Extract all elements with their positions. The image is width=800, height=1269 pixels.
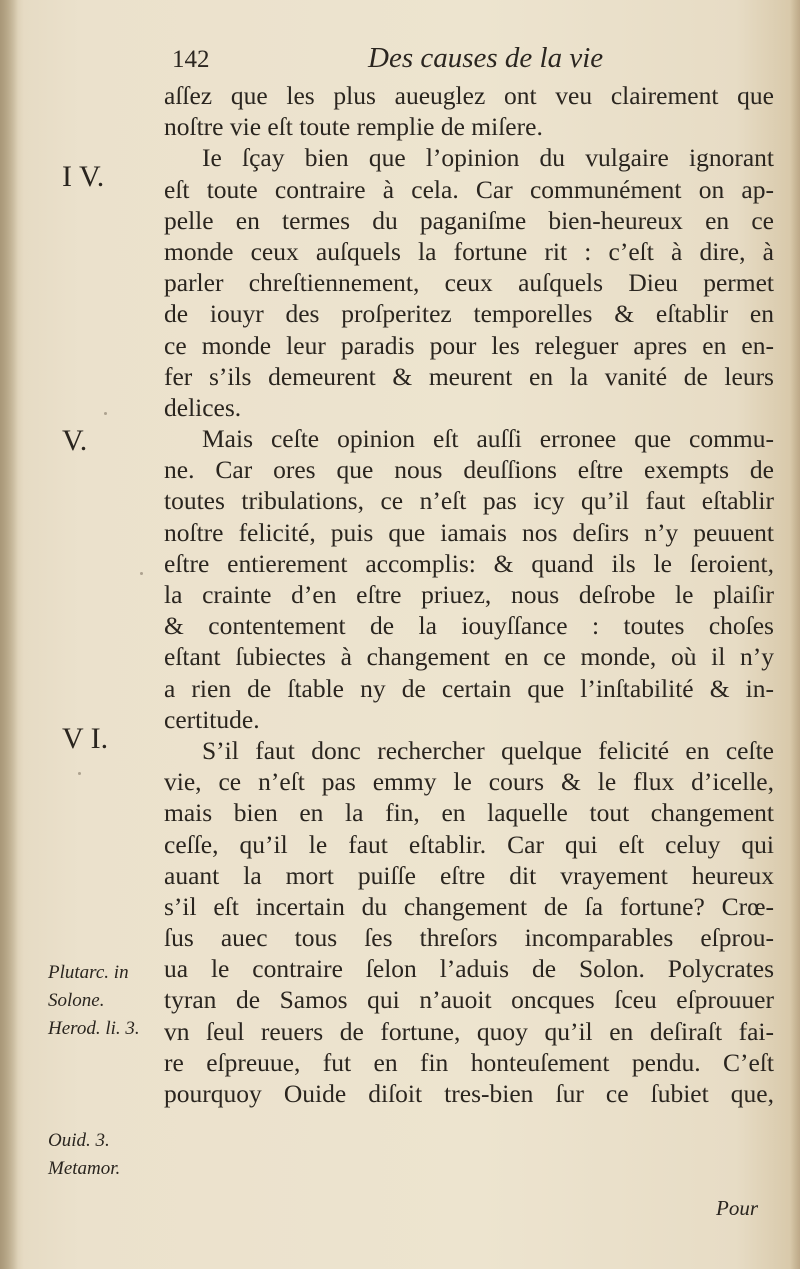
text-line: fer s’ils demeurent & meurent en la vanité de leurs (164, 361, 774, 391)
text-line: Ie ſçay bien que l’opinion du vulgaire ignorant (202, 143, 774, 173)
text-line: S’il faut donc rechercher quelque felicité en ceſte (202, 735, 774, 765)
text-line: Mais ceſte opinion eſt auſſi erronee que commu- (202, 424, 774, 454)
section-marker-v: V. (62, 424, 88, 457)
gutter-shadow (0, 0, 18, 1269)
text-line: noſtre vie eſt toute remplie de miſere. (164, 112, 543, 142)
margin-note-ovid-2: Metamor. (48, 1158, 121, 1179)
text-line: s’il eſt incertain du changement de ſa fortune? Crœ- (164, 891, 774, 921)
text-line: de iouyr des proſperitez temporelles & eſtablir en (164, 299, 774, 329)
text-line: eſtant ſubiectes à changement en ce monde, où il n’y (164, 642, 774, 672)
text-line: noſtre felicité, puis que iamais nos deſirs n’y peuuent (164, 517, 774, 547)
text-line: aſſez que les plus aueuglez ont veu clairement que (164, 81, 774, 110)
text-line: monde ceux auſquels la fortune rit : c’eſt à dire, à (164, 236, 774, 266)
text-line: a rien de ſtable ny de certain que l’inſtabilité & in- (164, 673, 774, 703)
ink-speck (140, 572, 143, 575)
text-line: pourquoy Ouide diſoit tres-bien ſur ce ſubiet que, (164, 1079, 774, 1108)
catchword: Pour (716, 1196, 758, 1220)
text-line: mais bien en la fin, en laquelle tout changement (164, 798, 774, 828)
body-text (164, 80, 774, 1109)
text-line: eſtre entierement accomplis: & quand ils le ſeroient, (164, 548, 774, 578)
text-line: eſt toute contraire à cela. Car communément on ap- (164, 174, 774, 204)
margin-note-ovid-1: Ouid. 3. (48, 1130, 110, 1151)
page-header (168, 42, 628, 82)
text-line: delices. (164, 392, 242, 422)
running-title: Des causes de la vie (368, 42, 604, 74)
margin-note-plutarch-1: Plutarc. in (48, 962, 129, 983)
text-line: ua le contraire ſelon l’aduis de Solon. Polycrates (164, 954, 774, 984)
margin-note-plutarch-2: Solone. (48, 990, 105, 1011)
text-line: & contentement de la iouyſſance : toutes choſes (164, 611, 774, 641)
text-line: certitude. (164, 704, 260, 734)
page-edge-shadow (790, 0, 800, 1269)
ink-speck (104, 412, 107, 415)
text-line: re eſpreuue, fut en fin honteuſement pendu. C’eſt (164, 1047, 774, 1077)
text-line: parler chreſtiennement, ceux auſquels Dieu permet (164, 268, 774, 298)
text-line: pelle en termes du paganiſme bien-heureux en ce (164, 205, 774, 235)
text-line: la crainte d’en eſtre priuez, nous deſrobe le plaiſir (164, 580, 774, 609)
text-line: toutes tribulations, ce n’eſt pas icy qu’il faut eſtablir (164, 486, 774, 516)
text-line: ne. Car ores que nous deuſſions eſtre exempts de (164, 455, 774, 485)
page-number: 142 (172, 46, 210, 73)
ink-speck (78, 772, 81, 775)
section-marker-iv: I V. (62, 160, 105, 193)
text-line: ce monde leur paradis pour les releguer apres en en- (164, 330, 774, 360)
text-line: tyran de Samos qui n’auoit oncques ſceu eſprouuer (164, 985, 774, 1015)
text-line: ſus auec tous ſes threſors incomparables eſprou- (164, 923, 774, 953)
text-line: auant la mort puiſſe eſtre dit vrayement heureux (164, 860, 774, 890)
text-line: vn ſeul reuers de fortune, quoy qu’il en deſiraſt fai- (164, 1016, 774, 1046)
text-line: vie, ce n’eſt pas emmy le cours & le flux d’icelle, (164, 767, 774, 797)
section-marker-vi: V I. (62, 722, 109, 755)
text-line: ceſſe, qu’il le faut eſtablir. Car qui eſt celuy qui (164, 829, 774, 859)
margin-note-herodotus: Herod. li. 3. (48, 1018, 140, 1039)
